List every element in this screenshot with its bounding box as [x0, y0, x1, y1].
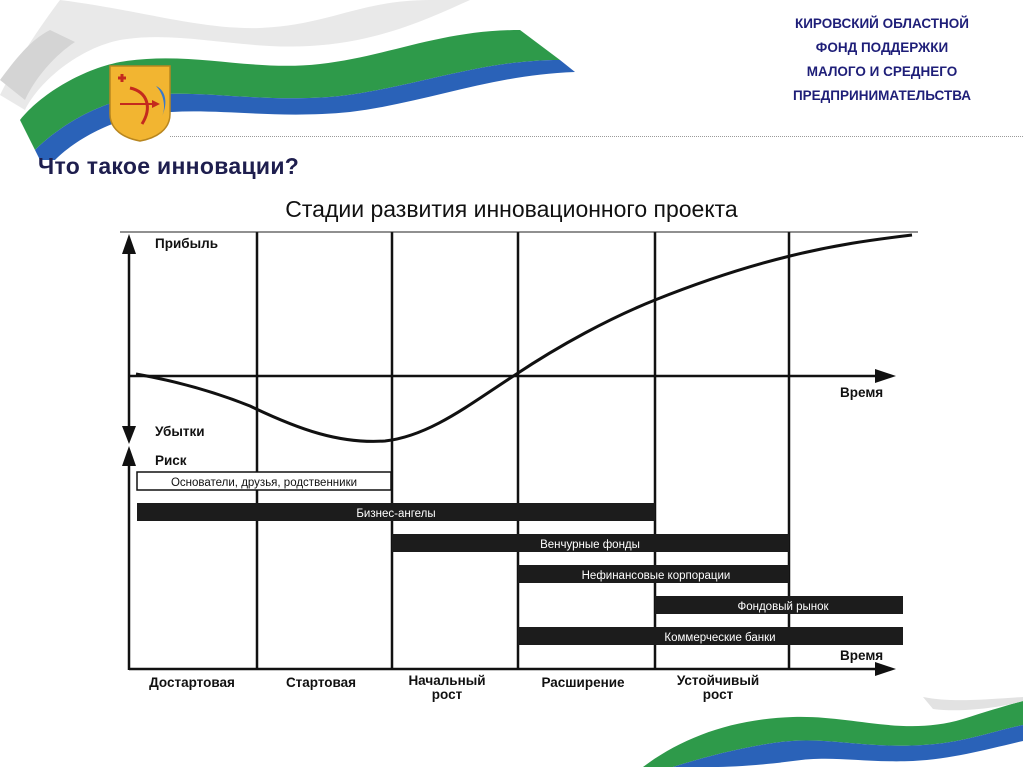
- page-heading: Что такое инновации?: [38, 153, 300, 179]
- losses-axis-arrow-down: [122, 426, 136, 444]
- financing-source-bar: [655, 596, 903, 614]
- stage-label: Стартовая: [285, 675, 357, 690]
- risk-axis-arrow-up: [122, 446, 136, 466]
- financing-source-bar: [392, 534, 789, 552]
- stage-label-line-2: рост: [702, 687, 734, 702]
- time-axis-top-arrow: [875, 369, 896, 383]
- financing-source-label: Венчурные фонды: [540, 539, 640, 551]
- axis-label-risk: Риск: [155, 453, 187, 468]
- stage-label: Устойчивый: [676, 673, 760, 688]
- financing-source-label: Основатели, друзья, родственники: [170, 477, 358, 489]
- stage-label: Достартовая: [149, 675, 235, 690]
- axis-label-time-bottom: Время: [840, 648, 884, 663]
- financing-source-label: Бизнес-ангелы: [356, 508, 436, 520]
- financing-source-bar: [518, 627, 903, 645]
- financing-source-label: Нефинансовые корпорации: [581, 570, 731, 582]
- financing-source-label: Фондовый рынок: [737, 601, 829, 613]
- organization-name-line: ПРЕДПРИНИМАТЕЛЬСТВА: [792, 88, 972, 103]
- axis-label-profit: Прибыль: [155, 236, 218, 251]
- organization-name-line: ФОНД ПОДДЕРЖКИ: [815, 40, 949, 55]
- time-axis-bottom-arrow: [875, 662, 896, 676]
- financing-source-bar: [137, 472, 391, 490]
- axis-label-time-top: Время: [840, 385, 884, 400]
- financing-source-bar: [137, 503, 655, 521]
- profit-curve: [136, 235, 912, 441]
- profit-axis-arrow-up: [122, 234, 136, 254]
- diagram-title: Стадии развития инновационного проекта: [285, 196, 738, 222]
- stage-label: Начальный: [408, 673, 486, 688]
- financing-source-label: Коммерческие банки: [664, 632, 776, 644]
- financing-source-bar: [518, 565, 789, 583]
- stage-label-line-2: рост: [431, 687, 463, 702]
- organization-name-line: КИРОВСКИЙ ОБЛАСТНОЙ: [794, 16, 970, 31]
- organization-name-line: МАЛОГО И СРЕДНЕГО: [806, 64, 958, 79]
- stage-label: Расширение: [541, 675, 625, 690]
- axis-label-losses: Убытки: [155, 424, 205, 439]
